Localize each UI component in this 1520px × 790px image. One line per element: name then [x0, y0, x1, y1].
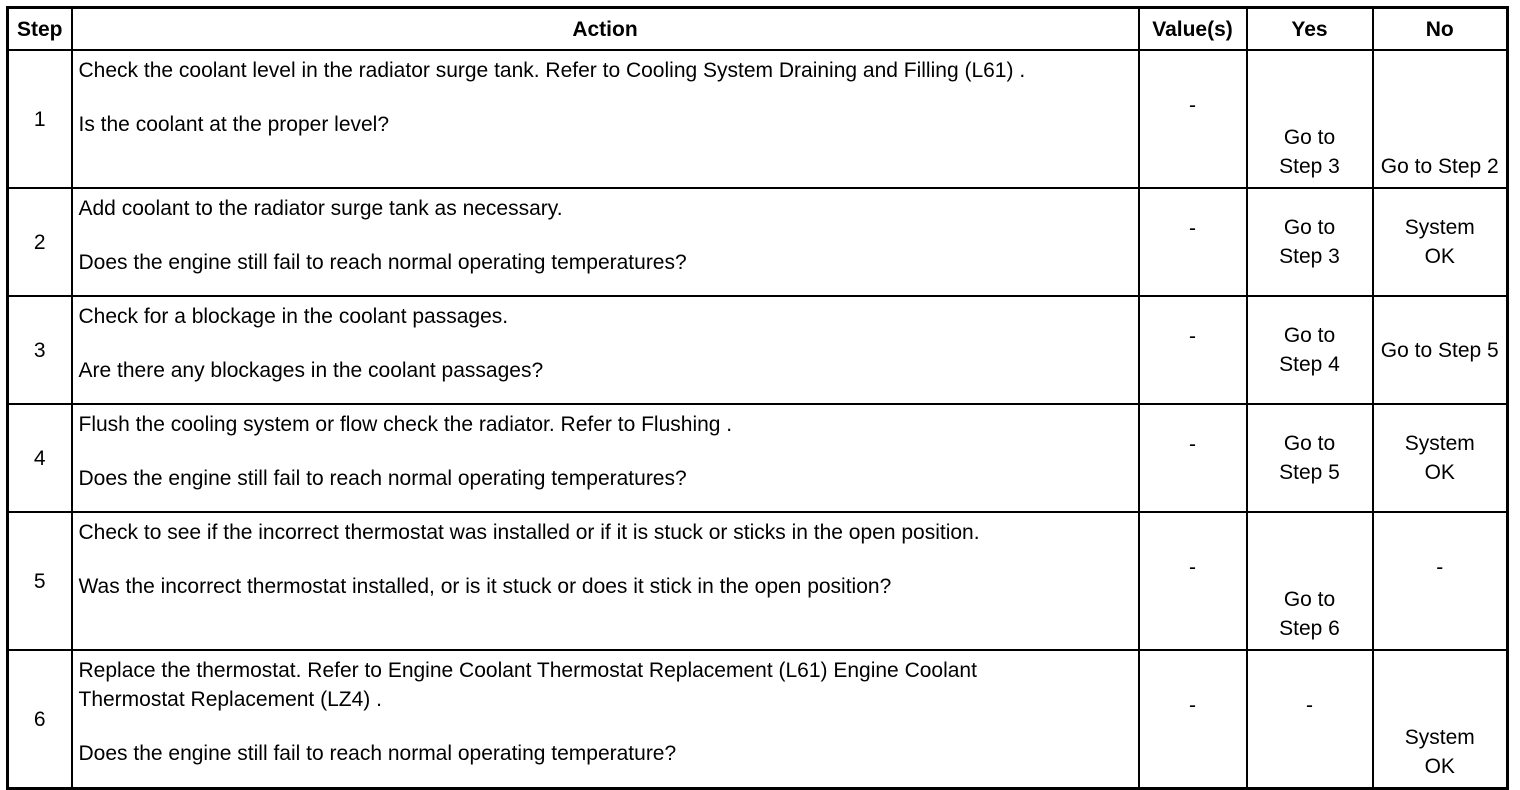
- action-cell: [72, 512, 1139, 650]
- no-cell: [1373, 650, 1508, 789]
- value-text: -: [1189, 324, 1196, 348]
- yes-text: Go to Step 5: [1279, 432, 1340, 484]
- step-number: 6: [8, 650, 72, 789]
- step-number: 3: [8, 296, 72, 404]
- yes-text: Go to Step 3: [1279, 126, 1340, 178]
- table-row: [8, 650, 1508, 789]
- action-question: Does the engine still fail to reach normal operating temperatures?: [78, 251, 687, 274]
- yes-text: -: [1306, 693, 1313, 717]
- header-values: Value(s): [1139, 8, 1247, 51]
- action-question: Does the engine still fail to reach normal operating temperature?: [78, 742, 677, 765]
- value-cell: [1139, 296, 1247, 404]
- yes-cell: [1247, 188, 1373, 296]
- step-number: 2: [8, 188, 72, 296]
- step-number: 5: [8, 512, 72, 650]
- action-cell: [72, 50, 1139, 188]
- action-cell: [72, 650, 1139, 789]
- yes-text: Go to Step 4: [1279, 324, 1340, 376]
- yes-text: Go to Step 3: [1279, 216, 1340, 268]
- table-row: [8, 50, 1508, 188]
- no-cell: [1373, 512, 1508, 650]
- diagnostic-table-container: [6, 6, 1509, 790]
- value-cell: [1139, 188, 1247, 296]
- no-text: System OK: [1404, 726, 1475, 778]
- no-text: System OK: [1404, 216, 1475, 268]
- action-cell: [72, 188, 1139, 296]
- table-row: [8, 296, 1508, 404]
- diagnostic-table: [6, 6, 1509, 790]
- no-text: -: [1436, 555, 1444, 579]
- table-row: [8, 404, 1508, 512]
- yes-cell: [1247, 296, 1373, 404]
- table-row: [8, 188, 1508, 296]
- value-cell: [1139, 650, 1247, 789]
- value-cell: [1139, 50, 1247, 188]
- header-yes: Yes: [1247, 8, 1373, 51]
- yes-cell: [1247, 404, 1373, 512]
- table-row: [8, 512, 1508, 650]
- header-no: No: [1373, 8, 1508, 51]
- no-cell: [1373, 404, 1508, 512]
- action-instruction: Check for a blockage in the coolant passages.: [78, 305, 509, 328]
- header-step: Step: [8, 8, 72, 51]
- action-instruction: Check the coolant level in the radiator surge tank. Refer to Cooling System Draining and Filling (L61) .: [78, 59, 1026, 82]
- action-question: Does the engine still fail to reach normal operating temperatures?: [78, 467, 687, 490]
- action-cell: [72, 296, 1139, 404]
- action-instruction: Replace the thermostat. Refer to Engine Coolant Thermostat Replacement (L61) Engine Coolant Thermostat Replacement (LZ4) .: [78, 659, 977, 711]
- action-instruction: Add coolant to the radiator surge tank as necessary.: [78, 197, 563, 220]
- step-number: 4: [8, 404, 72, 512]
- yes-cell: [1247, 512, 1373, 650]
- step-number: 1: [8, 50, 72, 188]
- no-text: System OK: [1404, 432, 1475, 484]
- action-instruction: Check to see if the incorrect thermostat was installed or if it is stuck or sticks in the open position.: [78, 521, 980, 544]
- yes-cell: [1247, 650, 1373, 789]
- value-text: -: [1189, 216, 1196, 240]
- no-cell: [1373, 188, 1508, 296]
- value-cell: [1139, 404, 1247, 512]
- header-action: Action: [72, 8, 1139, 51]
- value-text: -: [1189, 555, 1196, 579]
- no-cell: [1373, 50, 1508, 188]
- action-question: Is the coolant at the proper level?: [78, 113, 390, 136]
- action-question: Was the incorrect thermostat installed, or is it stuck or does it stick in the open position?: [78, 575, 892, 598]
- value-text: -: [1189, 693, 1196, 717]
- no-text: Go to Step 2: [1380, 155, 1499, 178]
- no-cell: [1373, 296, 1508, 404]
- action-instruction: Flush the cooling system or flow check the radiator. Refer to Flushing .: [78, 413, 733, 436]
- yes-text: Go to Step 6: [1279, 588, 1340, 640]
- value-text: -: [1189, 93, 1196, 117]
- value-text: -: [1189, 432, 1196, 456]
- value-cell: [1139, 512, 1247, 650]
- action-question: Are there any blockages in the coolant passages?: [78, 359, 544, 382]
- action-cell: [72, 404, 1139, 512]
- yes-cell: [1247, 50, 1373, 188]
- no-text: Go to Step 5: [1380, 338, 1499, 362]
- header-row: [8, 8, 1508, 51]
